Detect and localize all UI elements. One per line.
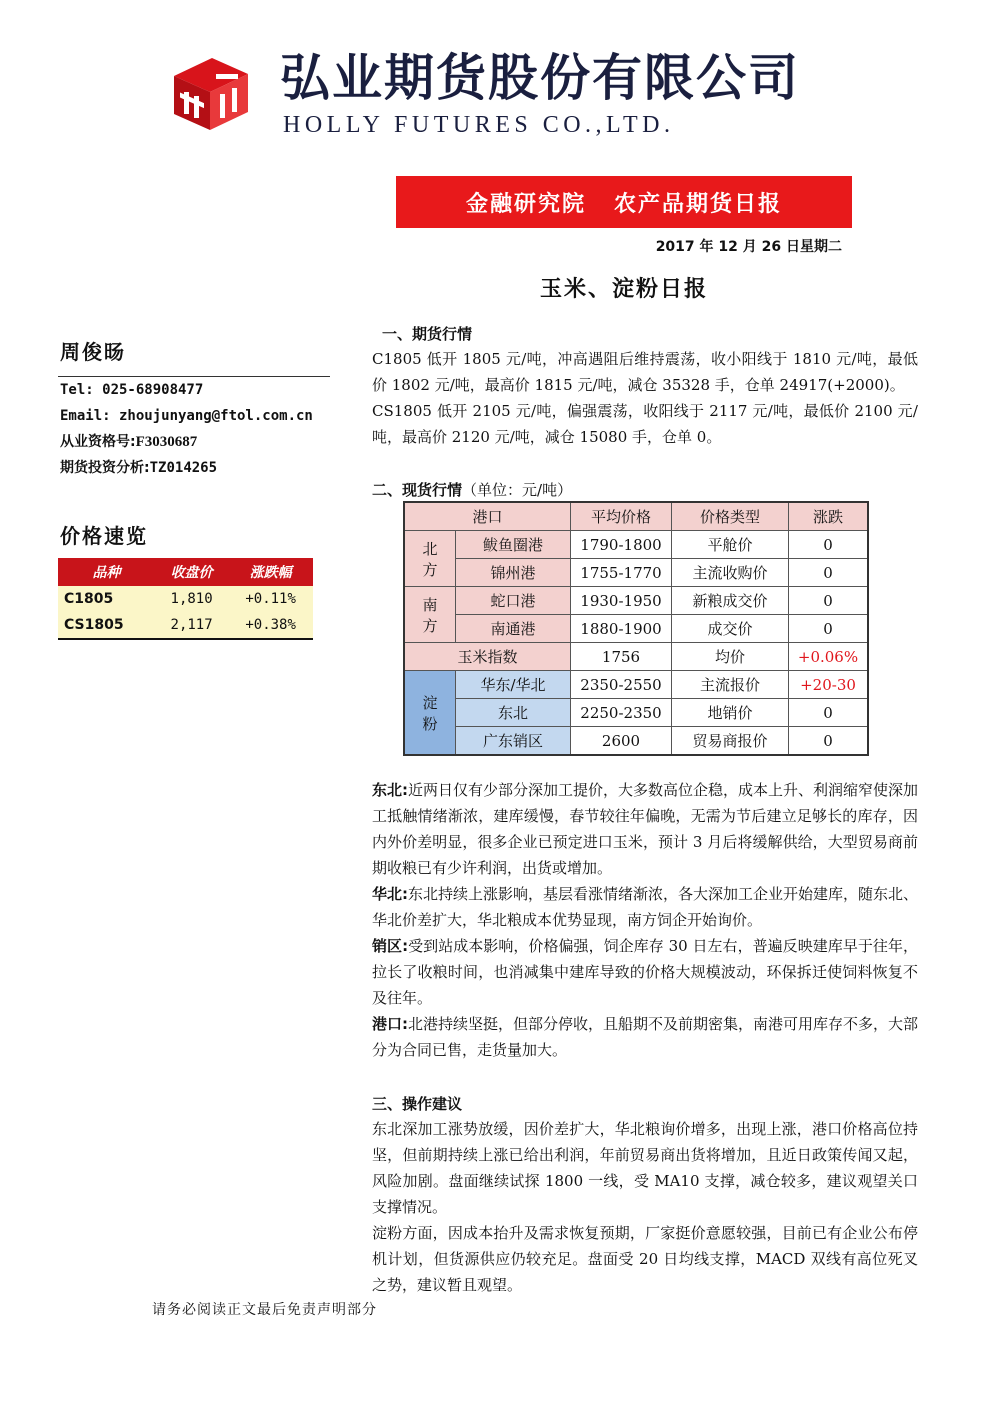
region-char: 淀 xyxy=(422,693,438,712)
spot-price: 2350-2550 xyxy=(571,671,672,699)
spot-change: 0 xyxy=(789,727,869,756)
author-email: Email: zhoujunyang@ftol.com.cn xyxy=(60,408,313,424)
spot-price: 1930-1950 xyxy=(571,587,672,615)
table-row xyxy=(404,643,868,671)
report-title: 玉米、淀粉日报 xyxy=(540,277,709,302)
qualification-value: F3030687 xyxy=(135,434,198,450)
analysis-northeast-label: 东北: xyxy=(372,781,408,799)
table-row xyxy=(58,612,313,639)
author-analyst-id xyxy=(60,459,217,477)
spot-heading-text: 二、现货行情 xyxy=(372,481,463,499)
spot-header-price: 平均价格 xyxy=(571,502,672,531)
spot-header-change: 涨跌 xyxy=(789,502,869,531)
banner-report-type: 农产品期货日报 xyxy=(614,191,783,217)
analysis-northeast xyxy=(372,777,918,881)
table-row xyxy=(404,531,868,559)
banner-institute: 金融研究院 xyxy=(465,191,586,217)
analysis-port-label: 港口: xyxy=(372,1015,408,1033)
price-variety: CS1805 xyxy=(58,612,155,639)
advice-starch-paragraph: 淀粉方面，因成本抬升及需求恢复预期，厂家挺价意愿较强，目前已有企业公布停机计划，但货源供应仍较充足。盘面受 20 日均线支撑，MACD 双线有高位死叉之势，建议暂且观望。 xyxy=(372,1224,918,1294)
spot-price-table xyxy=(403,501,869,756)
company-logo-icon xyxy=(170,52,252,132)
price-change: +0.38% xyxy=(228,612,313,639)
spot-type: 新粮成交价 xyxy=(672,587,789,615)
section-spot-heading xyxy=(372,479,572,500)
region-char: 南 xyxy=(422,595,438,614)
disclaimer-note: 请务必阅读正文最后免责声明部分 xyxy=(152,1302,377,1318)
section-futures-heading: 一、期货行情 xyxy=(382,325,473,343)
analysis-sales-text: 受到站成本影响，价格偏强，饲企库存 30 日左右，普遍反映建库早于往年，拉长了收粮时间，也消减集中建库导致的价格大规模波动，环保拆迁使饲料恢复不及往年。 xyxy=(372,937,918,1007)
spot-type: 平舱价 xyxy=(672,531,789,559)
company-name-en: HOLLY FUTURES CO.,LTD. xyxy=(283,112,675,138)
spot-header-port: 港口 xyxy=(404,502,571,531)
author-tel: Tel: 025-68908477 xyxy=(60,382,204,398)
region-north-label xyxy=(404,531,456,587)
spot-change: 0 xyxy=(789,587,869,615)
spot-port: 广东销区 xyxy=(456,727,571,756)
spot-price: 1790-1800 xyxy=(571,531,672,559)
spot-change: 0 xyxy=(789,615,869,643)
region-char: 北 xyxy=(422,539,438,558)
spot-type: 贸易商报价 xyxy=(672,727,789,756)
price-header-variety: 品种 xyxy=(58,558,155,586)
price-change: +0.11% xyxy=(228,586,313,612)
analysis-northeast-text: 近两日仅有少部分深加工提价，大多数高位企稳，成本上升、利润缩窄使深加工抵触情绪渐浓，建库缓慢，春节较往年偏晚，无需为节后建立足够长的库存，因内外价差明显，很多企业已预定进口玉米，预计 3 月后将缓解供给，大型贸易商前期收粮已有少许利润，出货或增加。 xyxy=(372,781,919,877)
region-starch-label xyxy=(404,671,456,756)
section-advice-heading: 三、操作建议 xyxy=(372,1095,463,1113)
price-overview-table xyxy=(58,558,313,640)
spot-port: 蛇口港 xyxy=(456,587,571,615)
corn-index-label: 玉米指数 xyxy=(404,643,571,671)
analyst-value: TZ014265 xyxy=(149,460,218,476)
spot-change: 0 xyxy=(789,699,869,727)
price-header-change: 涨跌幅 xyxy=(228,558,313,586)
spot-change: 0 xyxy=(789,559,869,587)
spot-port: 华东/华北 xyxy=(456,671,571,699)
price-variety: C1805 xyxy=(58,586,155,612)
price-table-header xyxy=(58,558,313,586)
spot-port: 鲅鱼圈港 xyxy=(456,531,571,559)
report-banner xyxy=(396,176,852,228)
table-row xyxy=(404,699,868,727)
spot-table-header xyxy=(404,502,868,531)
author-name: 周俊旸 xyxy=(60,340,126,364)
advice-corn-paragraph: 东北深加工涨势放缓，因价差扩大，华北粮询价增多，出现上涨，港口价格高位持坚，但前期持续上涨已给出利润，年前贸易商出货将增加，且近日政策传闻又起，风险加剧。盘面继续试探 1800 一线，受 MA10 支撑，减仓较多，建议观望关口支撑情况。 xyxy=(372,1120,918,1216)
price-overview-heading: 价格速览 xyxy=(60,524,148,548)
corn-index-change: +0.06% xyxy=(789,643,869,671)
spot-type: 主流报价 xyxy=(672,671,789,699)
analysis-north-text: 东北持续上涨影响，基层看涨情绪渐浓，各大深加工企业开始建库，随东北、华北价差扩大，华北粮成本优势显现，南方饲企开始询价。 xyxy=(372,885,919,929)
spot-type: 地销价 xyxy=(672,699,789,727)
spot-price: 2600 xyxy=(571,727,672,756)
table-row xyxy=(404,615,868,643)
table-row xyxy=(404,727,868,756)
spot-change: +20-30 xyxy=(789,671,869,699)
analysis-north-label: 华北: xyxy=(372,885,408,903)
spot-price: 1755-1770 xyxy=(571,559,672,587)
spot-type: 成交价 xyxy=(672,615,789,643)
spot-type: 主流收购价 xyxy=(672,559,789,587)
region-char: 方 xyxy=(422,560,438,579)
spot-change: 0 xyxy=(789,531,869,559)
price-close: 2,117 xyxy=(155,612,228,639)
corn-index-price: 1756 xyxy=(571,643,672,671)
table-row xyxy=(404,587,868,615)
table-row xyxy=(404,559,868,587)
spot-port: 东北 xyxy=(456,699,571,727)
author-qualification xyxy=(60,433,197,451)
analysis-sales xyxy=(372,933,918,1011)
corn-index-type: 均价 xyxy=(672,643,789,671)
region-char: 方 xyxy=(422,616,438,635)
report-date: 2017 年 12 月 26 日星期二 xyxy=(655,239,842,255)
region-south-label xyxy=(404,587,456,643)
analyst-label: 期货投资分析: xyxy=(60,460,150,476)
price-close: 1,810 xyxy=(155,586,228,612)
spot-price: 2250-2350 xyxy=(571,699,672,727)
spot-heading-unit: （单位：元/吨） xyxy=(462,481,573,499)
futures-corn-paragraph: C1805 低开 1805 元/吨，冲高遇阻后维持震荡，收小阳线于 1810 元/吨，最低价 1802 元/吨，最高价 1815 元/吨，减仓 35328 手，仓单 24917(+2000)。 xyxy=(372,350,918,394)
analysis-sales-label: 销区: xyxy=(372,937,409,955)
region-char: 粉 xyxy=(422,714,438,733)
analysis-port-text: 北港持续坚挺，但部分停收，且船期不及前期密集，南港可用库存不多，大部分为合同已售，走货量加大。 xyxy=(372,1015,919,1059)
company-name-cn: 弘业期货股份有限公司 xyxy=(280,49,800,107)
analysis-port xyxy=(372,1011,918,1063)
spot-price: 1880-1900 xyxy=(571,615,672,643)
author-divider xyxy=(58,376,330,377)
table-row xyxy=(58,586,313,612)
qualification-label: 从业资格号: xyxy=(60,434,136,450)
spot-port: 南通港 xyxy=(456,615,571,643)
spot-header-type: 价格类型 xyxy=(672,502,789,531)
table-row xyxy=(404,671,868,699)
spot-port: 锦州港 xyxy=(456,559,571,587)
futures-starch-paragraph: CS1805 低开 2105 元/吨，偏强震荡，收阳线于 2117 元/吨，最低价 2100 元/吨，最高价 2120 元/吨，减仓 15080 手，仓单 0。 xyxy=(372,402,918,446)
price-header-close: 收盘价 xyxy=(155,558,228,586)
analysis-north xyxy=(372,881,918,933)
